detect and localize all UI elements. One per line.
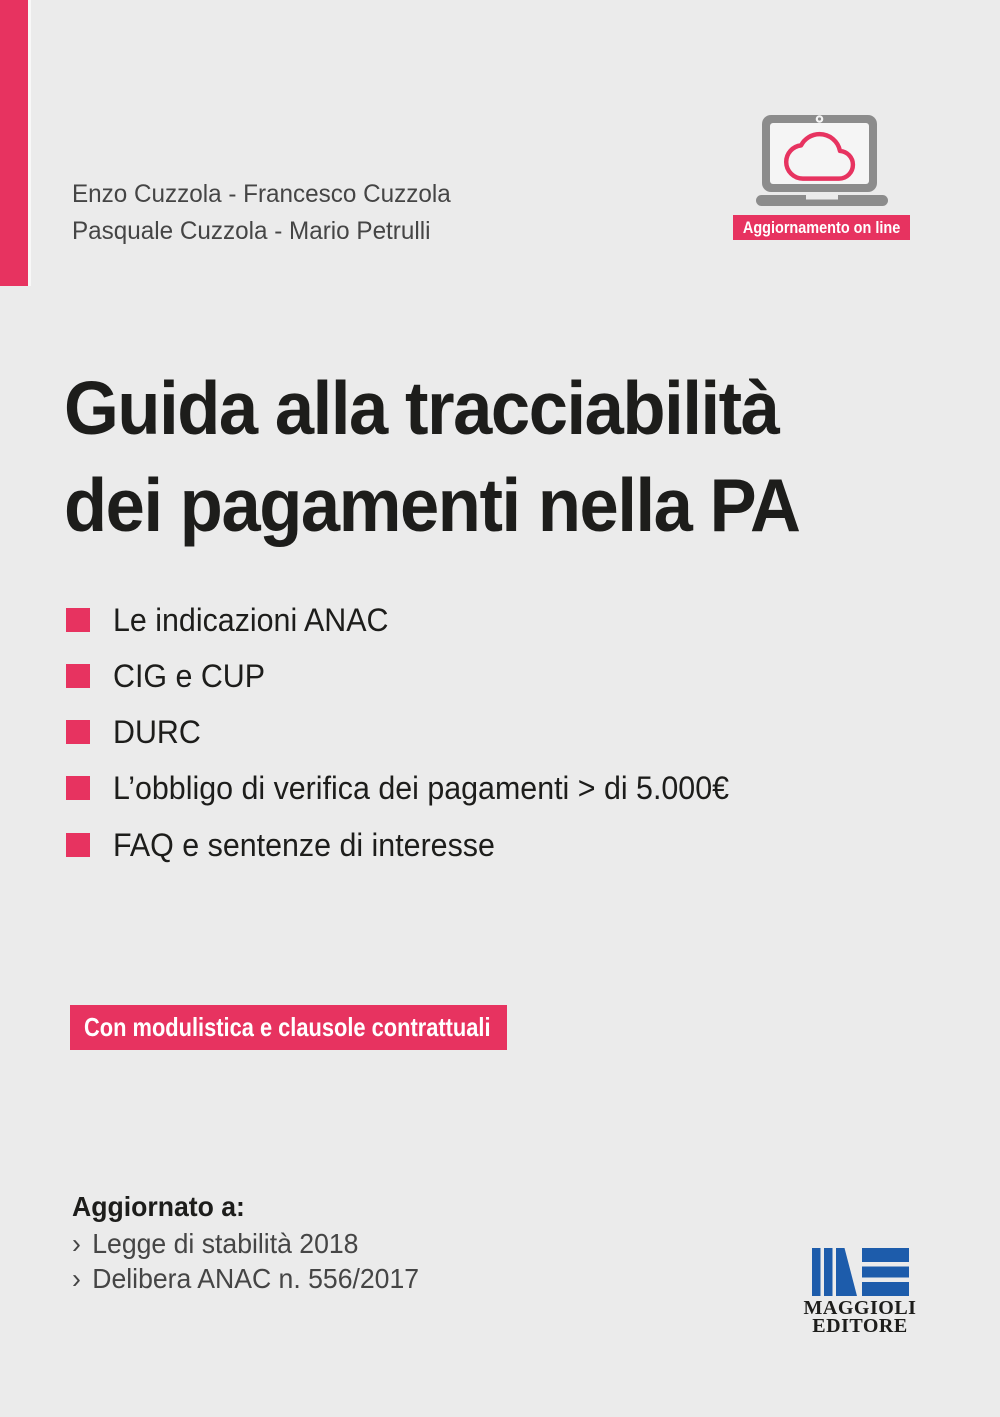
chevron-prefix-icon: › (72, 1228, 81, 1259)
updated-item (72, 1263, 419, 1295)
title-line-1: Guida alla tracciabilità (64, 366, 779, 450)
bullet-square-icon (66, 833, 90, 857)
topic-item (66, 604, 403, 637)
bullet-square-icon (66, 776, 90, 800)
laptop-base-notch (806, 195, 838, 200)
maggioli-logo-icon (812, 1248, 909, 1296)
title-line-2: dei pagamenti nella PA (64, 463, 800, 547)
update-badge-label: Aggiornamento on line (742, 217, 901, 237)
topic-label: L’obbligo di verifica dei pagamenti > di 5.000€ (113, 770, 730, 806)
topic-label: DURC (113, 714, 201, 750)
feature-banner (70, 1005, 507, 1050)
bullet-square-icon (66, 664, 90, 688)
bullet-square-icon (66, 608, 90, 632)
update-badge (733, 215, 910, 240)
topic-item (66, 716, 205, 749)
accent-bar (0, 0, 28, 286)
updated-heading: Aggiornato a: (72, 1191, 245, 1222)
accent-bar-edge (28, 0, 31, 286)
publisher-name-line2: EDITORE (812, 1315, 908, 1337)
updated-item-label: Legge di stabilità 2018 (92, 1228, 359, 1259)
updated-item (72, 1228, 358, 1260)
topic-label: FAQ e sentenze di interesse (113, 827, 495, 863)
authors-line-1: Enzo Cuzzola - Francesco Cuzzola (72, 180, 451, 208)
topic-item (66, 660, 273, 693)
feature-banner-label: Con modulistica e clausole contrattuali (84, 1012, 491, 1042)
laptop-cloud-icon (750, 107, 890, 209)
authors-line-2: Pasquale Cuzzola - Mario Petrulli (72, 217, 431, 245)
topic-label: CIG e CUP (113, 658, 266, 694)
topic-item (66, 829, 515, 862)
page-title (64, 360, 800, 554)
chevron-prefix-icon: › (72, 1263, 81, 1294)
topic-item (66, 772, 761, 805)
topic-label: Le indicazioni ANAC (113, 602, 389, 638)
updated-item-label: Delibera ANAC n. 556/2017 (92, 1263, 420, 1294)
publisher-name: MAGGIOLI (803, 1297, 917, 1319)
bullet-square-icon (66, 720, 90, 744)
authors (72, 176, 451, 250)
